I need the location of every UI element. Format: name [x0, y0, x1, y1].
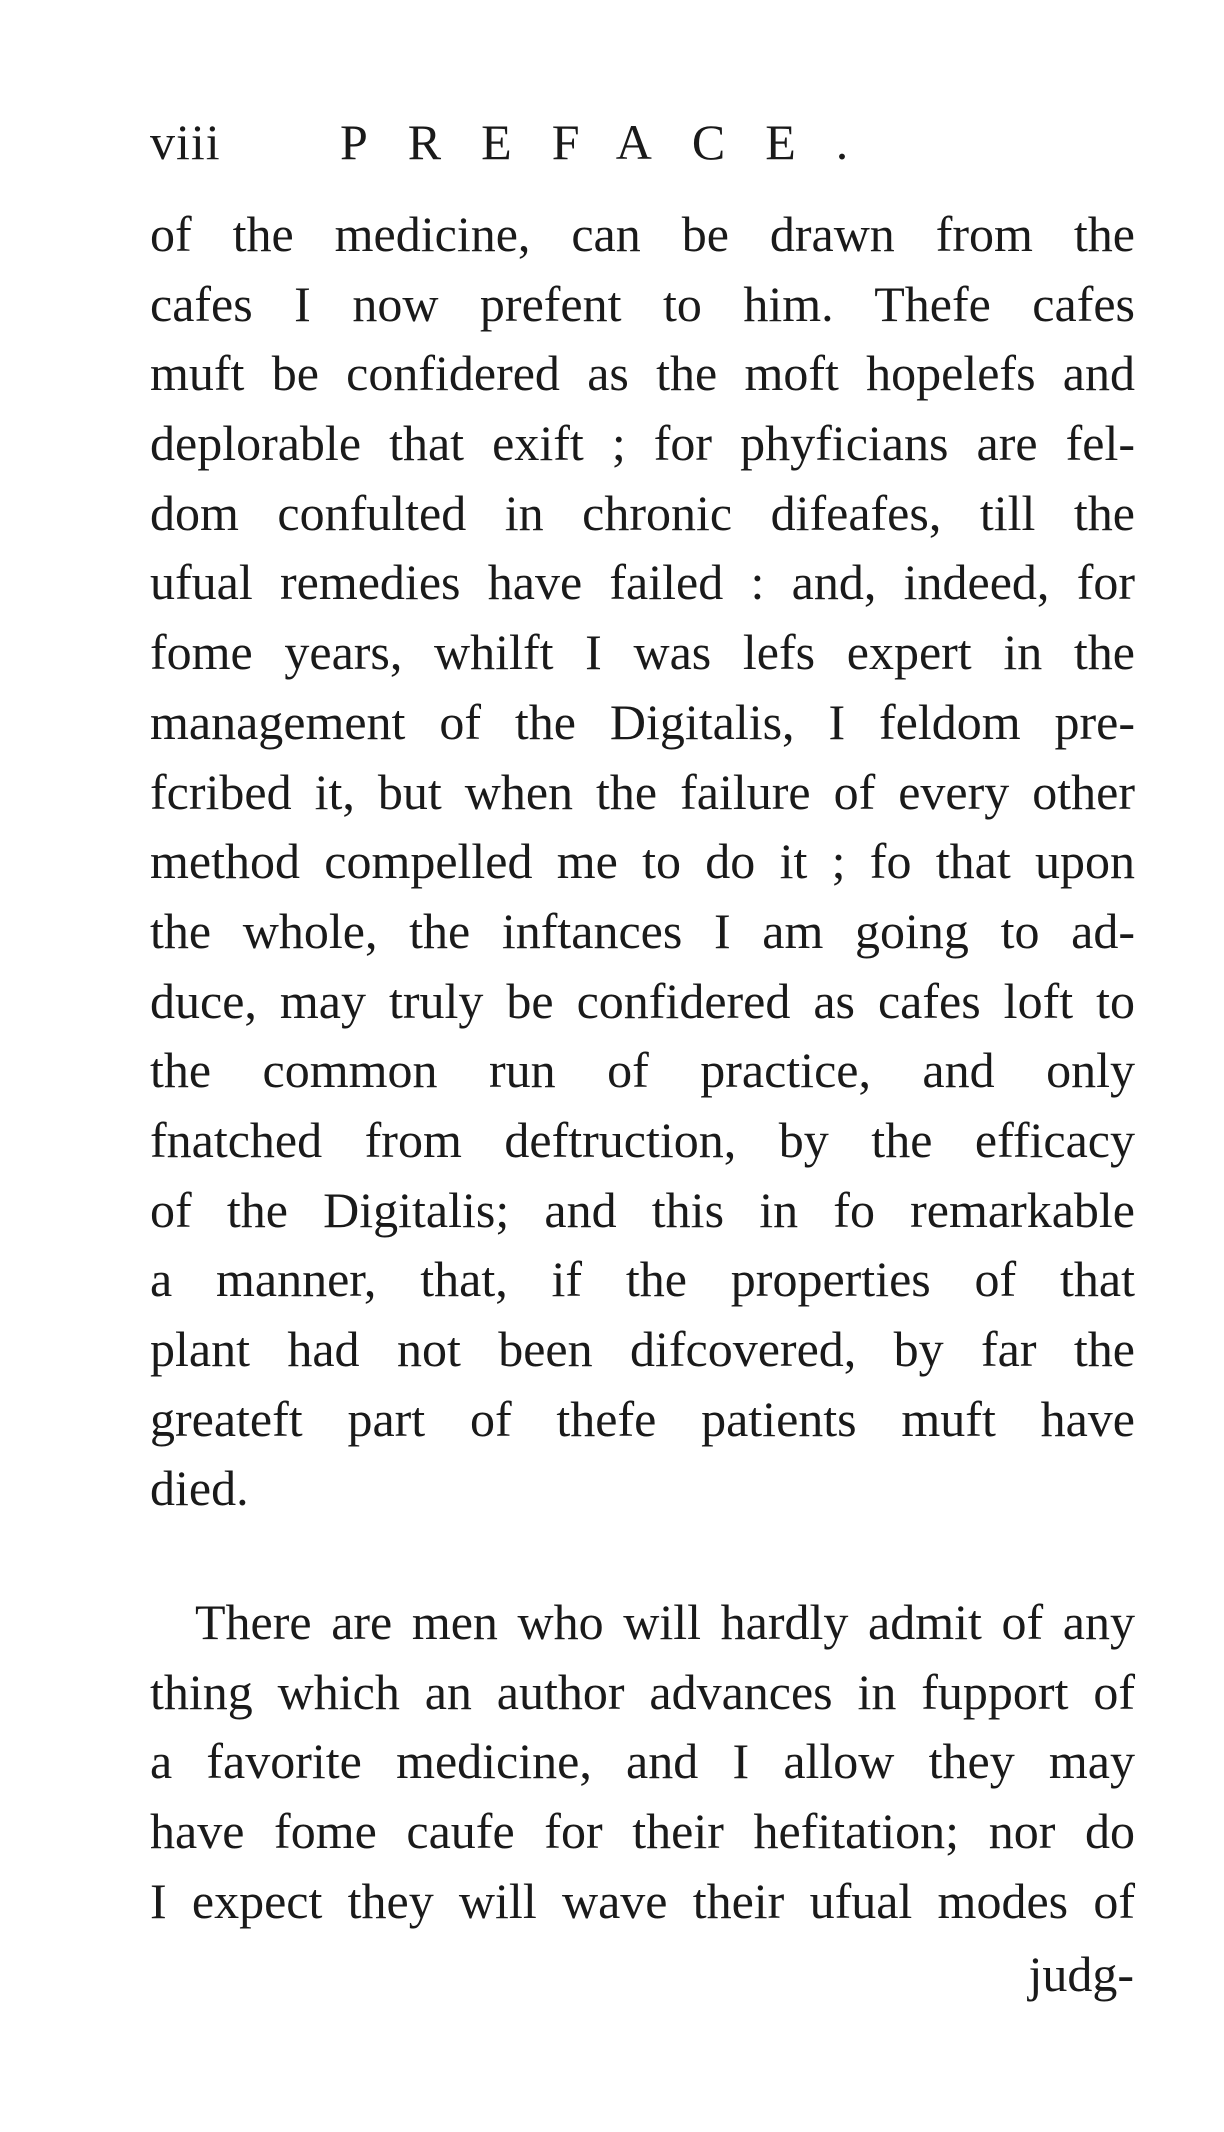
text-line: deplorable that exift ; for phyficians are fel-: [150, 415, 1135, 472]
text-line: of the medicine, can be drawn from the: [150, 206, 1135, 262]
text-line: method compelled me to do it ; fo that upon: [150, 833, 1135, 890]
text-line: the whole, the inftances I am going to ad-: [150, 902, 1135, 959]
text-line: of the Digitalis; and this in fo remarkable: [150, 1181, 1135, 1238]
text-line: plant had not been difcovered, by far the: [150, 1321, 1135, 1377]
text-line: thing which an author advances in fupport of: [150, 1663, 1135, 1720]
paragraph-1: [150, 200, 1135, 1524]
text-line: dom confulted in chronic difeafes, till the: [150, 484, 1135, 541]
running-title: PREFACE.: [340, 114, 889, 170]
text-line: cafes I now prefent to him. Thefe cafes: [150, 275, 1135, 332]
text-line: management of the Digitalis, I feldom pre-: [150, 693, 1135, 750]
text-line: the common run of practice, and only: [150, 1042, 1135, 1099]
catchword: judg-: [1028, 1946, 1134, 2002]
text-line: fnatched from deftruction, by the efficacy: [150, 1111, 1135, 1168]
text-line: I expect they will wave their ufual modes of: [150, 1872, 1135, 1929]
paragraph-2: [150, 1588, 1135, 1936]
text-line: a favorite medicine, and I allow they may: [150, 1733, 1135, 1790]
text-line: have fome caufe for their hefitation; nor do: [150, 1803, 1135, 1860]
text-line: muft be confidered as the moft hopelefs and: [150, 345, 1135, 402]
text-line: fome years, whilft I was lefs expert in the: [150, 624, 1135, 681]
running-head: [150, 112, 1050, 172]
text-line: died.: [150, 1460, 249, 1517]
page-number: viii: [150, 114, 221, 170]
text-line: a manner, that, if the properties of that: [150, 1251, 1135, 1308]
text-line: fcribed it, but when the failure of every other: [150, 763, 1135, 820]
text-line: greateft part of thefe patients muft have: [150, 1390, 1135, 1447]
text-line: There are men who will hardly admit of any: [195, 1594, 1135, 1650]
text-line: duce, may truly be confidered as cafes loft to: [150, 972, 1135, 1029]
text-line: ufual remedies have failed : and, indeed, for: [150, 554, 1135, 611]
